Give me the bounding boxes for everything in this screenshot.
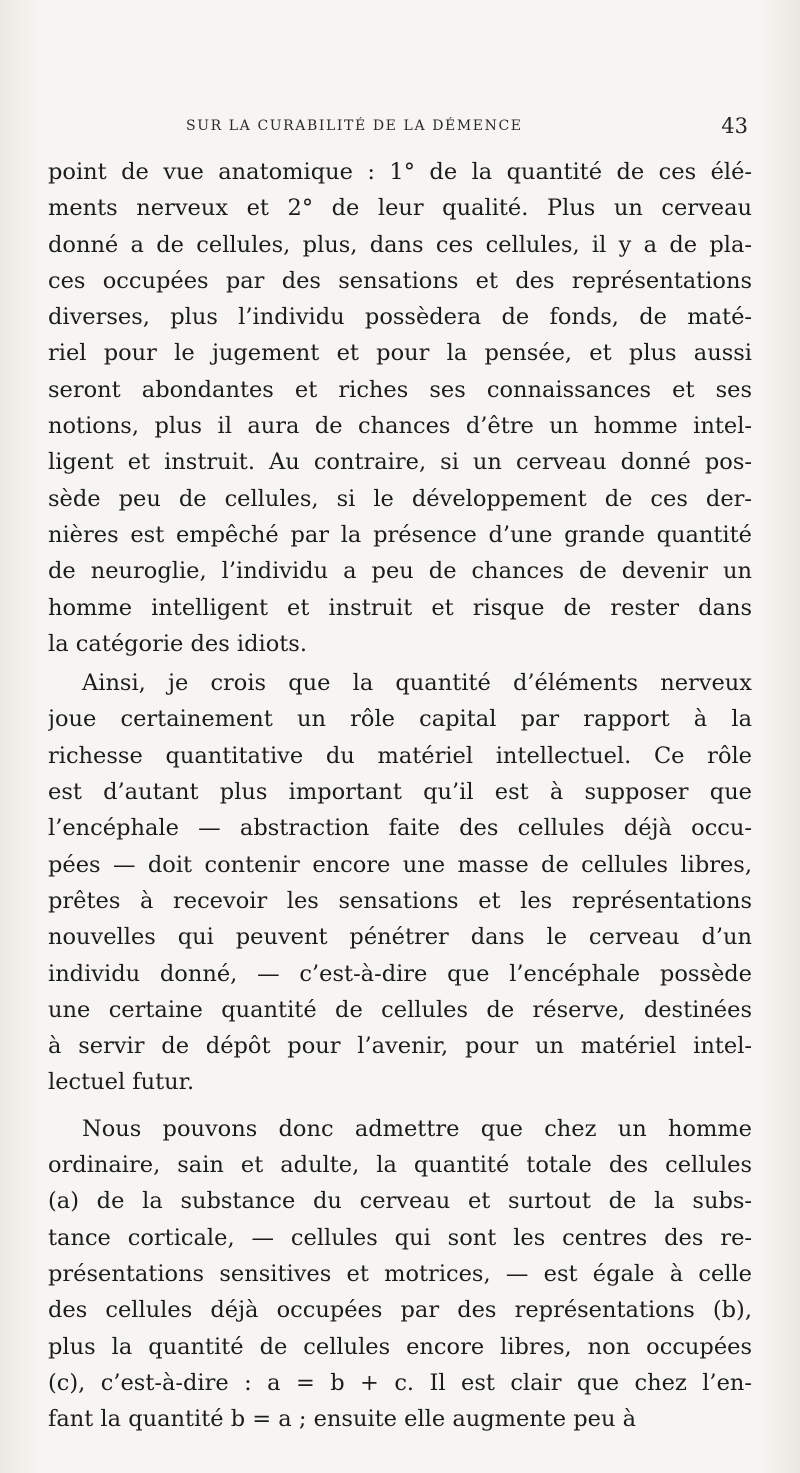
text-line: prêtes à recevoir les sensations et les représentations — [48, 887, 752, 914]
paragraph — [48, 665, 752, 1101]
text-line: plus la quantité de cellules encore libres, non occupées — [48, 1333, 752, 1360]
text-line: (a) de la substance du cerveau et surtout de la subs- — [48, 1188, 752, 1215]
page-header — [48, 114, 752, 140]
text-line: pées — doit contenir encore une masse de cellules libres, — [48, 851, 752, 878]
text-line: individu donné, — c’est-à-dire que l’encéphale possède — [48, 960, 752, 987]
text-line: nouvelles qui peuvent pénétrer dans le cerveau d’un — [48, 924, 752, 951]
text-line: ligent et instruit. Au contraire, si un cerveau donné pos- — [48, 449, 752, 476]
text-line: Nous pouvons donc admettre que chez un homme — [82, 1115, 752, 1142]
text-line: est d’autant plus important qu’il est à supposer que — [48, 779, 752, 806]
text-line: à servir de dépôt pour l’avenir, pour un matériel intel- — [48, 1033, 752, 1060]
text-line: joue certainement un rôle capital par rapport à la — [48, 706, 752, 733]
text-line: la catégorie des idiots. — [48, 630, 308, 657]
text-line: fant la quantité b = a ; ensuite elle augmente peu à — [48, 1406, 637, 1433]
text-line: l’encéphale — abstraction faite des cellules déjà occu- — [48, 815, 752, 842]
text-line: riel pour le jugement et pour la pensée, et plus aussi — [48, 340, 752, 367]
text-line: notions, plus il aura de chances d’être un homme intel- — [48, 413, 752, 440]
text-line: de neuroglie, l’individu a peu de chances de devenir un — [48, 558, 752, 585]
text-line: tance corticale, — cellules qui sont les centres des re- — [48, 1224, 752, 1251]
paragraph — [48, 154, 752, 662]
text-line: ces occupées par des sensations et des représentations — [48, 267, 752, 294]
body-text — [48, 154, 752, 1437]
text-line: nières est empêché par la présence d’une grande quantité — [48, 521, 752, 548]
running-title: SUR LA CURABILITÉ DE LA DÉMENCE — [186, 118, 523, 134]
text-line: ments nerveux et 2° de leur qualité. Plus un cerveau — [48, 195, 752, 222]
text-line: lectuel futur. — [48, 1069, 195, 1096]
text-line: une certaine quantité de cellules de réserve, destinées — [48, 996, 752, 1023]
paragraph — [48, 1111, 752, 1438]
text-line: diverses, plus l’individu possèdera de fonds, de maté- — [48, 304, 752, 331]
text-line: des cellules déjà occupées par des représentations (b), — [48, 1297, 752, 1324]
text-line: point de vue anatomique : 1° de la quantité de ces élé- — [48, 159, 752, 185]
text-line: ordinaire, sain et adulte, la quantité totale des cellules — [48, 1152, 752, 1179]
text-line: Ainsi, je crois que la quantité d’éléments nerveux — [82, 670, 752, 697]
page-number: 43 — [721, 114, 748, 138]
text-line: sède peu de cellules, si le développement de ces der- — [48, 485, 752, 512]
text-line: donné a de cellules, plus, dans ces cellules, il y a de pla- — [48, 231, 752, 258]
text-line: seront abondantes et riches ses connaissances et ses — [48, 376, 752, 403]
text-line: (c), c’est-à-dire : a = b + c. Il est clair que chez l’en- — [48, 1369, 752, 1396]
text-line: présentations sensitives et motrices, — est égale à celle — [48, 1260, 752, 1287]
text-line: homme intelligent et instruit et risque de rester dans — [48, 594, 752, 621]
text-line: richesse quantitative du matériel intellectuel. Ce rôle — [48, 742, 752, 769]
